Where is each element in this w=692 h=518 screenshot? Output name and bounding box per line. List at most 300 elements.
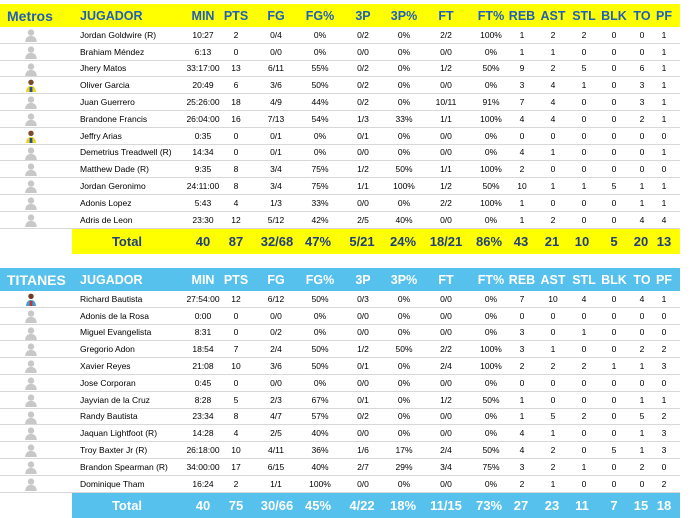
player-row[interactable] (0, 94, 680, 111)
player-pf: 0 (661, 164, 667, 175)
player-pts: 0 (233, 130, 239, 141)
column-header-ft-pct[interactable]: FT% (477, 272, 505, 287)
player-min: 5:43 (194, 197, 212, 208)
player-ftp: 0% (484, 147, 498, 158)
player-fgp: 42% (311, 214, 329, 225)
player-ft: 2/4 (440, 361, 452, 372)
player-pts: 6 (233, 80, 239, 91)
column-header-reb[interactable]: REB (508, 8, 536, 23)
player-tp: 0/2 (357, 29, 369, 40)
player-name: Adonis Lopez (80, 197, 132, 208)
player-row[interactable] (0, 61, 680, 78)
header-row (0, 268, 680, 291)
player-tpp: 0% (397, 80, 411, 91)
player-ast: 10 (548, 293, 558, 304)
column-header-ast[interactable]: AST (540, 8, 566, 23)
player-stl: 0 (581, 46, 587, 57)
player-stl: 0 (581, 377, 587, 388)
player-ft: 0/0 (440, 310, 452, 321)
player-reb: 9 (519, 63, 525, 74)
column-header-fg-pct[interactable]: FG% (305, 272, 335, 287)
player-photo-icon (24, 129, 38, 143)
player-ft: 2/2 (440, 29, 452, 40)
player-tpp: 0% (397, 130, 411, 141)
player-reb: 10 (517, 181, 527, 192)
player-row[interactable] (0, 341, 680, 358)
player-ast: 5 (550, 411, 556, 422)
player-pts: 5 (233, 394, 239, 405)
player-ftp: 0% (484, 411, 498, 422)
player-tpp: 0% (397, 29, 411, 40)
player-blk: 0 (611, 147, 617, 158)
player-tpp: 33% (395, 113, 413, 124)
player-ft: 0/0 (440, 293, 452, 304)
player-blk: 0 (611, 344, 617, 355)
player-fgp: 75% (311, 181, 329, 192)
player-pts: 0 (233, 310, 239, 321)
team-name: TITANES (7, 271, 66, 288)
total-tp: 5/21 (349, 233, 375, 249)
total-fgp: 47% (304, 233, 332, 249)
column-header-pts[interactable]: PTS (223, 8, 249, 23)
player-to: 1 (639, 394, 645, 405)
default-avatar-icon (24, 309, 38, 323)
player-to: 5 (639, 411, 645, 422)
player-ftp: 0% (484, 310, 498, 321)
player-tpp: 0% (397, 63, 411, 74)
player-row[interactable] (0, 178, 680, 195)
player-stl: 0 (581, 130, 587, 141)
player-tpp: 0% (397, 197, 411, 208)
column-header-reb[interactable]: REB (508, 272, 536, 287)
default-avatar-icon (24, 162, 38, 176)
player-to: 3 (639, 80, 645, 91)
player-tp: 0/2 (357, 80, 369, 91)
player-blk: 0 (611, 164, 617, 175)
total-ftp: 73% (475, 497, 503, 513)
total-reb: 43 (513, 233, 529, 249)
player-ftp: 50% (482, 445, 500, 456)
player-row[interactable] (0, 409, 680, 426)
player-pf: 1 (661, 147, 667, 158)
player-pf: 1 (661, 113, 667, 124)
column-header-blk[interactable]: BLK (601, 272, 627, 287)
player-min: 23:30 (192, 214, 214, 225)
column-header-blk[interactable]: BLK (601, 8, 627, 23)
player-pf: 2 (661, 478, 667, 489)
player-row[interactable] (0, 476, 680, 493)
player-row[interactable] (0, 425, 680, 442)
player-to: 0 (639, 377, 645, 388)
player-min: 23:34 (192, 411, 214, 422)
player-ast: 0 (550, 377, 556, 388)
player-name: Xavier Reyes (80, 361, 131, 372)
player-pts: 0 (233, 147, 239, 158)
player-pf: 3 (661, 428, 667, 439)
player-row[interactable] (0, 459, 680, 476)
column-header-min[interactable]: MIN (191, 272, 215, 287)
default-avatar-icon (24, 342, 38, 356)
player-stl: 2 (581, 29, 587, 40)
player-blk: 0 (611, 293, 617, 304)
player-ft: 2/2 (440, 197, 452, 208)
player-fg: 3/4 (270, 164, 282, 175)
column-header-jugador[interactable]: JUGADOR (80, 272, 143, 287)
player-pf: 1 (661, 80, 667, 91)
player-ft: 0/0 (440, 147, 452, 158)
column-header-3p[interactable]: 3P (355, 8, 371, 23)
player-reb: 1 (519, 29, 525, 40)
player-name: Brandon Spearman (R) (80, 461, 168, 472)
column-header-ft-pct[interactable]: FT% (477, 8, 505, 23)
player-fg: 0/0 (270, 46, 282, 57)
player-ast: 0 (550, 394, 556, 405)
player-pf: 1 (661, 29, 667, 40)
player-ft: 2/4 (440, 445, 452, 456)
player-to: 0 (639, 130, 645, 141)
default-avatar-icon (24, 393, 38, 407)
player-reb: 4 (519, 113, 525, 124)
default-avatar-icon (24, 477, 38, 491)
player-min: 0:35 (194, 130, 212, 141)
player-tpp: 0% (397, 147, 411, 158)
player-fg: 3/4 (270, 181, 282, 192)
player-row[interactable] (0, 392, 680, 409)
player-to: 4 (639, 293, 645, 304)
column-header-fg-pct[interactable]: FG% (305, 8, 335, 23)
player-blk: 0 (611, 130, 617, 141)
player-pts: 13 (231, 63, 241, 74)
default-avatar-icon (24, 460, 38, 474)
player-ftp: 100% (480, 113, 502, 124)
player-stl: 1 (581, 80, 587, 91)
player-ft: 0/0 (440, 411, 452, 422)
player-fgp: 50% (311, 344, 329, 355)
player-to: 1 (639, 361, 645, 372)
player-fgp: 0% (313, 130, 327, 141)
column-header-ft[interactable]: FT (438, 272, 454, 287)
player-reb: 3 (519, 461, 525, 472)
player-to: 0 (639, 327, 645, 338)
player-pf: 3 (661, 361, 667, 372)
player-row[interactable] (0, 375, 680, 392)
player-pf: 1 (661, 97, 667, 108)
player-fgp: 50% (311, 361, 329, 372)
player-min: 14:34 (192, 147, 214, 158)
player-to: 1 (639, 197, 645, 208)
player-to: 2 (639, 113, 645, 124)
totals-label: Total (111, 233, 143, 249)
default-avatar-icon (24, 359, 38, 373)
player-min: 8:28 (194, 394, 212, 405)
column-header-stl[interactable]: STL (572, 272, 596, 287)
player-fg: 0/2 (270, 327, 282, 338)
player-ft: 10/11 (435, 97, 457, 108)
column-header-pts[interactable]: PTS (223, 272, 249, 287)
column-header-stl[interactable]: STL (572, 8, 596, 23)
total-pts40: 40 (195, 233, 211, 249)
player-stl: 0 (581, 428, 587, 439)
player-ftp: 100% (480, 164, 502, 175)
totals-row (72, 493, 680, 518)
player-tpp: 50% (395, 344, 413, 355)
player-ast: 0 (550, 310, 556, 321)
player-tpp: 0% (397, 327, 411, 338)
player-tpp: 100% (393, 181, 415, 192)
player-min: 26:04:00 (186, 113, 220, 124)
player-ast: 1 (550, 46, 556, 57)
totals-label: Total (111, 497, 143, 513)
player-to: 1 (639, 428, 645, 439)
player-ast: 1 (550, 478, 556, 489)
player-row[interactable] (0, 195, 680, 212)
player-name: Brandone Francis (80, 113, 148, 124)
player-fg: 0/0 (270, 377, 282, 388)
player-to: 4 (639, 214, 645, 225)
player-fg: 6/11 (268, 63, 284, 74)
player-ft: 1/2 (440, 394, 452, 405)
default-avatar-icon (24, 213, 38, 227)
player-name: Jose Corporan (80, 377, 136, 388)
player-min: 18:54 (192, 344, 214, 355)
player-name: Brahiam Méndez (80, 46, 145, 57)
player-ftp: 91% (482, 97, 500, 108)
player-row[interactable] (0, 442, 680, 459)
player-tpp: 17% (395, 445, 413, 456)
player-reb: 1 (519, 394, 525, 405)
player-reb: 0 (519, 377, 525, 388)
total-tp: 4/22 (349, 497, 375, 513)
player-reb: 4 (519, 147, 525, 158)
player-fg: 4/11 (268, 445, 284, 456)
player-ftp: 100% (480, 197, 502, 208)
player-blk: 0 (611, 377, 617, 388)
player-ast: 2 (550, 445, 556, 456)
player-ftp: 0% (484, 214, 498, 225)
player-tpp: 29% (395, 461, 413, 472)
player-row[interactable] (0, 27, 680, 44)
player-row[interactable] (0, 128, 680, 145)
player-fgp: 33% (311, 197, 329, 208)
player-blk: 5 (611, 181, 617, 192)
player-tp: 0/2 (357, 411, 369, 422)
player-row[interactable] (0, 291, 680, 308)
player-min: 9:35 (194, 164, 212, 175)
player-blk: 0 (611, 214, 617, 225)
default-avatar-icon (24, 443, 38, 457)
column-header-pf[interactable]: PF (656, 8, 672, 23)
player-blk: 0 (611, 478, 617, 489)
player-name: Adonis de la Rosa (80, 310, 149, 321)
player-tp: 0/0 (357, 478, 369, 489)
column-header-3p[interactable]: 3P (355, 272, 371, 287)
player-to: 1 (639, 181, 645, 192)
total-blk: 5 (610, 233, 618, 249)
default-avatar-icon (24, 45, 38, 59)
player-fg: 4/7 (270, 411, 282, 422)
player-min: 16:24 (192, 478, 214, 489)
player-reb: 0 (519, 310, 525, 321)
player-ftp: 100% (480, 361, 502, 372)
player-fg: 0/1 (270, 130, 282, 141)
player-tp: 0/1 (357, 130, 369, 141)
player-pf: 1 (661, 197, 667, 208)
player-ft: 0/0 (440, 478, 452, 489)
player-fgp: 44% (311, 97, 329, 108)
player-fg: 2/4 (270, 344, 282, 355)
player-stl: 0 (581, 147, 587, 158)
player-blk: 5 (611, 445, 617, 456)
column-header-ast[interactable]: AST (540, 272, 566, 287)
column-header-fg[interactable]: FG (267, 272, 285, 287)
player-row[interactable] (0, 111, 680, 128)
player-name: Jordan Geronimo (80, 181, 146, 192)
column-header-to[interactable]: TO (633, 8, 651, 23)
player-fgp: 50% (311, 80, 329, 91)
player-blk: 0 (611, 411, 617, 422)
default-avatar-icon (24, 62, 38, 76)
player-row[interactable] (0, 145, 680, 162)
player-name: Jayvian de la Cruz (80, 394, 150, 405)
player-pf: 2 (661, 411, 667, 422)
player-reb: 4 (519, 428, 525, 439)
player-ast: 1 (550, 147, 556, 158)
player-tpp: 0% (397, 478, 411, 489)
player-tp: 0/0 (357, 327, 369, 338)
column-header-to[interactable]: TO (633, 272, 651, 287)
player-pts: 12 (231, 214, 241, 225)
player-reb: 4 (519, 445, 525, 456)
player-row[interactable] (0, 308, 680, 325)
player-min: 26:18:00 (186, 445, 220, 456)
player-name: Jeffry Arias (80, 130, 122, 141)
default-avatar-icon (24, 376, 38, 390)
player-reb: 1 (519, 411, 525, 422)
player-to: 6 (639, 63, 645, 74)
player-stl: 1 (581, 327, 587, 338)
player-name: Troy Baxter Jr (R) (80, 445, 148, 456)
player-min: 21:08 (192, 361, 214, 372)
player-ft: 0/0 (440, 46, 452, 57)
player-ftp: 100% (480, 344, 502, 355)
player-blk: 0 (611, 310, 617, 321)
player-ftp: 0% (484, 80, 498, 91)
player-to: 0 (639, 29, 645, 40)
player-name: Juan Guerrero (80, 97, 135, 108)
player-row[interactable] (0, 77, 680, 94)
player-name: Jordan Goldwire (R) (80, 29, 157, 40)
player-pf: 1 (661, 181, 667, 192)
player-pts: 12 (231, 293, 241, 304)
player-pts: 8 (233, 164, 239, 175)
player-pf: 0 (661, 461, 667, 472)
player-name: Adris de Leon (80, 214, 133, 225)
player-pts: 7 (233, 344, 239, 355)
player-tp: 0/0 (357, 197, 369, 208)
player-tp: 0/0 (357, 310, 369, 321)
player-reb: 3 (519, 80, 525, 91)
player-to: 2 (639, 344, 645, 355)
player-to: 3 (639, 97, 645, 108)
player-fg: 7/13 (267, 113, 285, 124)
player-row[interactable] (0, 325, 680, 342)
player-tpp: 0% (397, 377, 411, 388)
player-reb: 3 (519, 327, 525, 338)
player-reb: 0 (519, 130, 525, 141)
default-avatar-icon (24, 112, 38, 126)
player-reb: 1 (519, 214, 525, 225)
column-header-pf[interactable]: PF (656, 272, 672, 287)
total-ftp: 86% (475, 233, 503, 249)
player-ftp: 0% (484, 293, 498, 304)
column-header-min[interactable]: MIN (191, 8, 215, 23)
player-ast: 4 (550, 97, 556, 108)
player-tp: 0/0 (357, 428, 369, 439)
player-stl: 5 (581, 63, 587, 74)
player-row[interactable] (0, 44, 680, 61)
player-min: 0:00 (194, 310, 212, 321)
player-ft: 1/1 (440, 164, 452, 175)
player-fg: 0/0 (270, 310, 282, 321)
player-min: 27:54:00 (186, 293, 220, 304)
player-fg: 0/4 (270, 29, 282, 40)
player-ast: 2 (550, 461, 556, 472)
player-tp: 2/5 (357, 214, 369, 225)
player-pf: 4 (661, 214, 667, 225)
player-pts: 4 (233, 428, 239, 439)
player-tp: 0/3 (357, 293, 369, 304)
player-tpp: 40% (395, 214, 413, 225)
total-ast: 21 (544, 233, 560, 249)
player-blk: 0 (611, 461, 617, 472)
player-ast: 0 (550, 327, 556, 338)
player-row[interactable] (0, 161, 680, 178)
player-fgp: 36% (311, 445, 329, 456)
default-avatar-icon (24, 326, 38, 340)
player-fgp: 0% (313, 46, 327, 57)
column-header-3p-pct[interactable]: 3P% (390, 8, 418, 23)
default-avatar-icon (24, 28, 38, 42)
player-min: 8:31 (194, 327, 212, 338)
player-name: Randy Bautista (80, 411, 138, 422)
column-header-fg[interactable]: FG (267, 8, 285, 23)
player-tpp: 50% (395, 164, 413, 175)
player-stl: 0 (581, 97, 587, 108)
column-header-3p-pct[interactable]: 3P% (390, 272, 418, 287)
player-to: 0 (639, 478, 645, 489)
total-fg: 32/68 (260, 233, 294, 249)
player-blk: 0 (611, 394, 617, 405)
player-blk: 1 (611, 361, 617, 372)
column-header-jugador[interactable]: JUGADOR (80, 8, 143, 23)
player-min: 24:11:00 (186, 181, 220, 192)
player-tp: 0/1 (357, 394, 369, 405)
player-pts: 18 (231, 97, 241, 108)
default-avatar-icon (24, 179, 38, 193)
player-row[interactable] (0, 212, 680, 229)
player-pf: 1 (661, 63, 667, 74)
player-tp: 0/0 (357, 147, 369, 158)
player-reb: 2 (519, 478, 525, 489)
player-tp: 1/1 (357, 181, 369, 192)
column-header-ft[interactable]: FT (438, 8, 454, 23)
total-tpp: 24% (389, 233, 417, 249)
player-pf: 0 (661, 377, 667, 388)
player-row[interactable] (0, 358, 680, 375)
player-photo-icon (24, 78, 38, 92)
player-tp: 1/2 (357, 164, 369, 175)
player-pf: 1 (661, 46, 667, 57)
